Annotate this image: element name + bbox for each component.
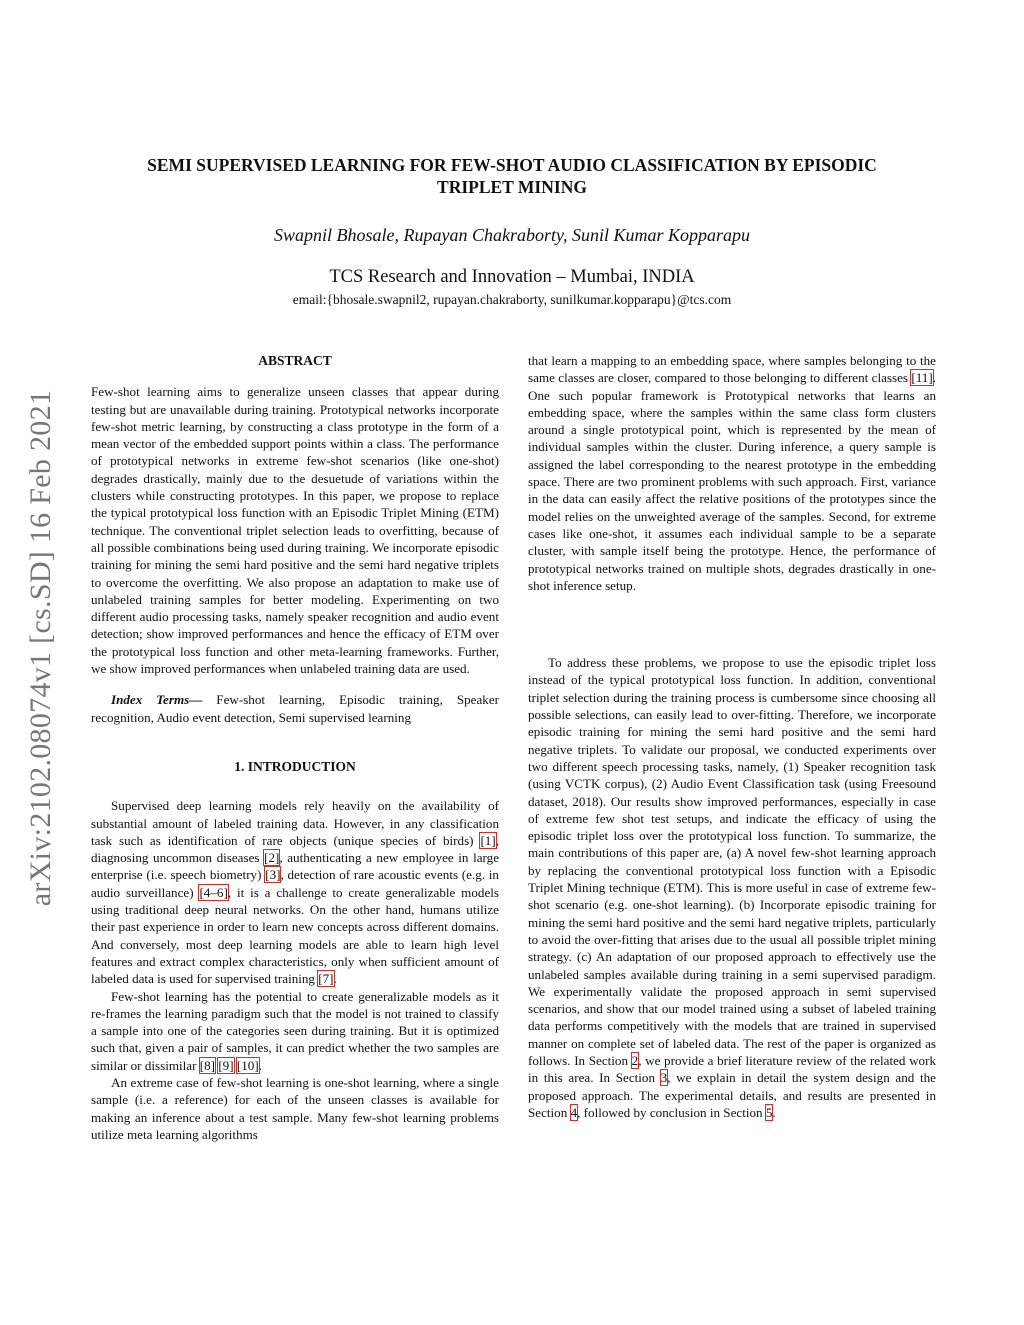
intro-r2-text-a: To address these problems, we propose to use the episodic triplet loss instead of the typical prototypical loss function. In addition, conventional triplet selection during the training process is cumbersome since choosing all possible selections, can easily lead to over-fitting. Therefore, we incorporate episodic training for mining the semi hard positive and the semi hard negative triplets. To validate our proposal, we conducted experiments over two different speech processing tasks, namely, (1) Speaker recognition task (using VCTK corpus), (2) Audio Event Classification task (using Freesound dataset, 2018). Our results show improved performances, especially in case of extreme few shot test setups, and indicate the efficacy of using the episodic triplet loss over the prototypical loss function. To summarize, the main contributions of this paper are, (a) A novel few-shot learning approach by replacing the conventional prototypical loss function with a Episodic Triplet Mining technique (ETM). This is more useful in case of extreme few-shot scenario (e.g. one-shot learning). (b) Incorporate episodic training for mining the semi hard positive and the semi hard negative triplets, particularly to avoid the over-fitting that arises due to the usual all possible triplet mining strategy. (c) An adaptation of our proposed approach to effectively use the unlabeled samples available during training in a semi supervised paradigm. We experimentally validate the proposed approach in semi supervised scenarios, and show that our model trained using a subset of labeled training data performs competitively with the models that are trained in supervised manner on complete set of labeled data. The rest of the paper is organized as follows. In Section [528, 655, 936, 1068]
intro-p1-text-d: , detection of rare acoustic events (e.g. in audio surveillance) [91, 867, 499, 900]
citation-link[interactable]: [1] [480, 832, 496, 848]
citation-link[interactable]: [8] [199, 1057, 216, 1073]
intro-paragraph-1 [91, 797, 499, 987]
index-terms-label: Index Terms— [111, 692, 203, 708]
citation-link[interactable]: [9] [218, 1057, 234, 1073]
introduction-heading: 1. INTRODUCTION [234, 758, 356, 774]
abstract-heading: ABSTRACT [258, 353, 332, 368]
section-link[interactable]: 4 [570, 1104, 578, 1120]
paper-title [80, 154, 944, 198]
citation-link[interactable]: [4–6] [199, 884, 228, 900]
intro-p1-text-a: Supervised deep learning models rely heavily on the availability of substantial amount of labeled training data. However, in any classification task such as identification of rare objects (unique species of birds) [91, 798, 499, 848]
citation-link[interactable]: [10] [236, 1057, 259, 1073]
intro-p2-text-a: Few-shot learning has the potential to create generalizable models as it re-frames the learning paradigm such that the model is not trained to classify a sample into one of the categories seen during training. But it is optimized such that, given a pair of samples, it can predict whether the two samples are similar or dissimilar [91, 988, 499, 1073]
intro-paragraph-4 [528, 654, 936, 1121]
citation-link[interactable]: [11] [911, 370, 933, 386]
intro-r1-text-a: that learn a mapping to an embedding space, where samples belonging to the same classes are closer, compared to those belonging to different classes [528, 353, 936, 386]
intro-p1-text-e: , it is a challenge to create generalizable models using traditional deep neural networks. On the other hand, humans utilize their past experience in order to learn new concepts across different domains. And conversely, most deep learning models are able to learn high level features and extract complex characteristics, only when sufficient amount of labeled data is used for supervised training [91, 884, 499, 987]
section-link[interactable]: 5 [765, 1104, 773, 1120]
intro-paragraph-3: An extreme case of few-shot learning is one-shot learning, where a single sample (i.e. a reference) for each of the unseen classes is available for making an inference about a test sample. Many few-shot learning problems utilize meta learning algorithms [91, 1074, 499, 1142]
left-column [91, 352, 499, 1143]
intro-r2-text-d: , followed by conclusion in Section [577, 1104, 766, 1120]
author-list: Swapnil Bhosale, Rupayan Chakraborty, Sunil Kumar Kopparapu [273, 225, 750, 245]
citation-link[interactable]: [3] [265, 867, 281, 883]
index-terms [91, 691, 499, 726]
intro-r2-text-e: . [772, 1104, 776, 1120]
intro-paragraph-3-continued [528, 352, 936, 594]
section-link[interactable]: 2 [631, 1052, 639, 1068]
intro-paragraph-2 [91, 988, 499, 1074]
right-column [528, 352, 936, 1121]
title-line-1: SEMI SUPERVISED LEARNING FOR FEW-SHOT AUDIO CLASSIFICATION BY EPISODIC [147, 155, 877, 175]
citation-link[interactable]: [7] [318, 971, 334, 987]
index-terms-text: Few-shot learning, Episodic training, Speaker recognition, Audio event detection, Semi supervised learning [91, 692, 499, 725]
email-line: email:{bhosale.swapnil2, rupayan.chakraborty, sunilkumar.kopparapu}@tcs.com [292, 292, 732, 307]
intro-p1-text-c: , authenticating a new employee in large enterprise (i.e. speech biometry) [91, 850, 500, 883]
affiliation: TCS Research and Innovation – Mumbai, INDIA [329, 267, 695, 287]
citation-link[interactable]: [2] [264, 850, 280, 866]
intro-r2-text-b: , we provide a brief literature review of the related work in this area. In Section [528, 1052, 936, 1086]
title-line-2: TRIPLET MINING [437, 177, 587, 197]
arxiv-identifier-stamp[interactable]: arXiv:2102.08074v1 [cs.SD] 16 Feb 2021 [24, 389, 57, 907]
intro-p1-text-f: . [333, 971, 337, 987]
intro-p1-text-b: , diagnosing uncommon diseases [91, 832, 499, 866]
intro-r2-text-c: , we explain in detail the system design and the proposed approach. The experimental details, and results are presented in Section [528, 1070, 936, 1120]
intro-p2-text-b: . [258, 1057, 262, 1073]
section-link[interactable]: 3 [660, 1070, 668, 1086]
abstract-text: Few-shot learning aims to generalize unseen classes that appear during testing but are unavailable during training. Prototypical networks incorporate few-shot metric learning, by constructing a class prototype in the form of a mean vector of the embedded support points within a class. The performance of prototypical networks in extreme few-shot scenarios (like one-shot) degrades drastically, mainly due to the desuetude of variations within the clusters while constructing prototypes. In this paper, we propose to replace the typical prototypical loss function with an Episodic Triplet Mining (ETM) technique. The conventional triplet selection leads to overfitting, because of all possible combinations being used during training. We incorporate episodic training for mining the semi hard positive and the semi hard negative triplets to overcome the overfitting. We also propose an adaptation to make use of unlabeled training samples for better modeling. Experimenting on two different audio processing tasks, namely speaker recognition and audio event detection; show improved performances and hence the efficacy of ETM over the prototypical loss function and other meta-learning frameworks. Further, we show improved performances when unlabeled training data are used. [91, 384, 499, 677]
intro-r1-text-b: . One such popular framework is Prototypical networks that learns an embedding space, where the samples within the same class form clusters around a single prototypical point, which is represented by the mean of individual samples within the cluster. During inference, a query sample is assigned the label corresponding to the nearest prototype in the embedding space. There are two prominent problems with such approach. First, variance in the data can easily affect the relative positions of the prototypes since the model relies on the unweighted average of the samples. Second, for extreme cases like one-shot, it assumes each individual sample to be a separate cluster, with sample itself being the prototype. Hence, the performance of prototypical networks trained on multiple shots, degrades drastically in one-shot inference setup. [528, 370, 936, 593]
